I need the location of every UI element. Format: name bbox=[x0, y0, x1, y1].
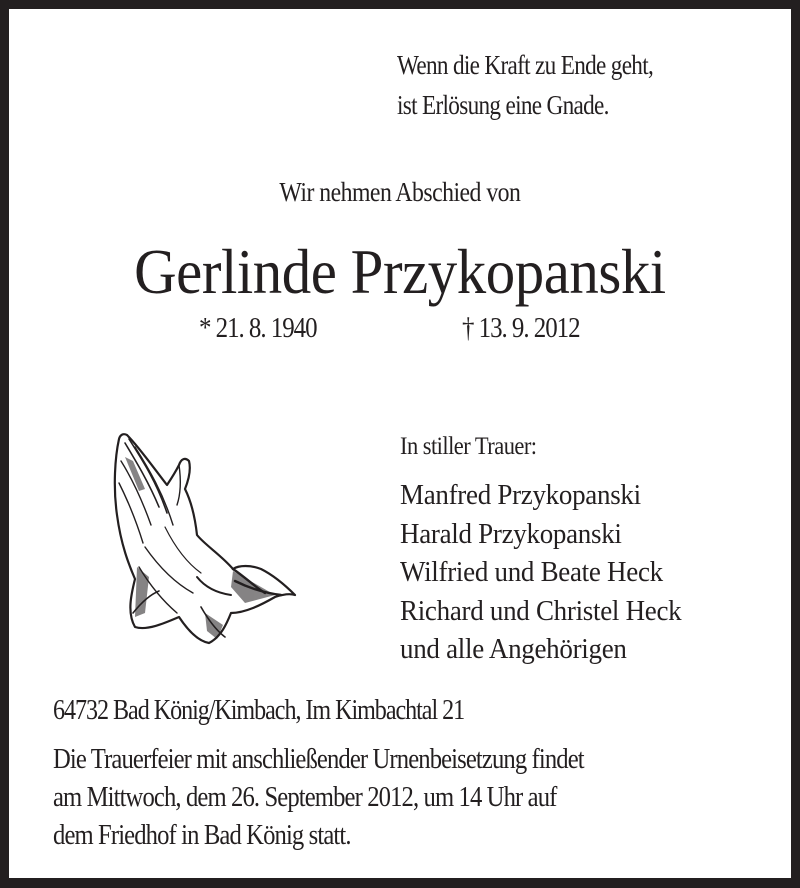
ceremony-line-3: dem Friedhof in Bad König statt. bbox=[53, 820, 351, 851]
ceremony-line-1: Die Trauerfeier mit anschließender Urnenbeisetzung findet bbox=[53, 744, 584, 775]
mourner-item: Manfred Przykopanski bbox=[400, 479, 641, 511]
address: 64732 Bad König/Kimbach, Im Kimbachtal 21 bbox=[53, 695, 465, 726]
intro-text bbox=[9, 177, 791, 208]
motto bbox=[397, 45, 653, 125]
mourners-heading: In stiller Trauer: bbox=[400, 433, 537, 460]
mourners-list bbox=[400, 476, 703, 669]
deceased-name-text: Gerlinde Przykopanski bbox=[134, 236, 666, 307]
death-date: † 13. 9. 2012 bbox=[462, 312, 580, 344]
motto-line-1: Wenn die Kraft zu Ende geht, bbox=[397, 50, 654, 80]
praying-hands-icon bbox=[105, 417, 297, 657]
mourner-item: Harald Przykopanski bbox=[400, 517, 622, 550]
intro-label: Wir nehmen Abschied von bbox=[279, 177, 521, 207]
birth-date: * 21. 8. 1940 bbox=[199, 312, 317, 344]
mourner-item: und alle Angehörigen bbox=[400, 633, 627, 665]
deceased-name bbox=[9, 235, 791, 309]
ceremony-line-2: am Mittwoch, dem 26. September 2012, um 14 Uhr auf bbox=[53, 782, 557, 813]
mourner-item: Richard und Christel Heck bbox=[400, 594, 682, 627]
obituary-notice bbox=[9, 9, 791, 878]
motto-line-2: ist Erlösung eine Gnade. bbox=[397, 90, 609, 120]
ceremony-details bbox=[53, 741, 748, 855]
mourner-item: Wilfried und Beate Heck bbox=[400, 556, 663, 588]
